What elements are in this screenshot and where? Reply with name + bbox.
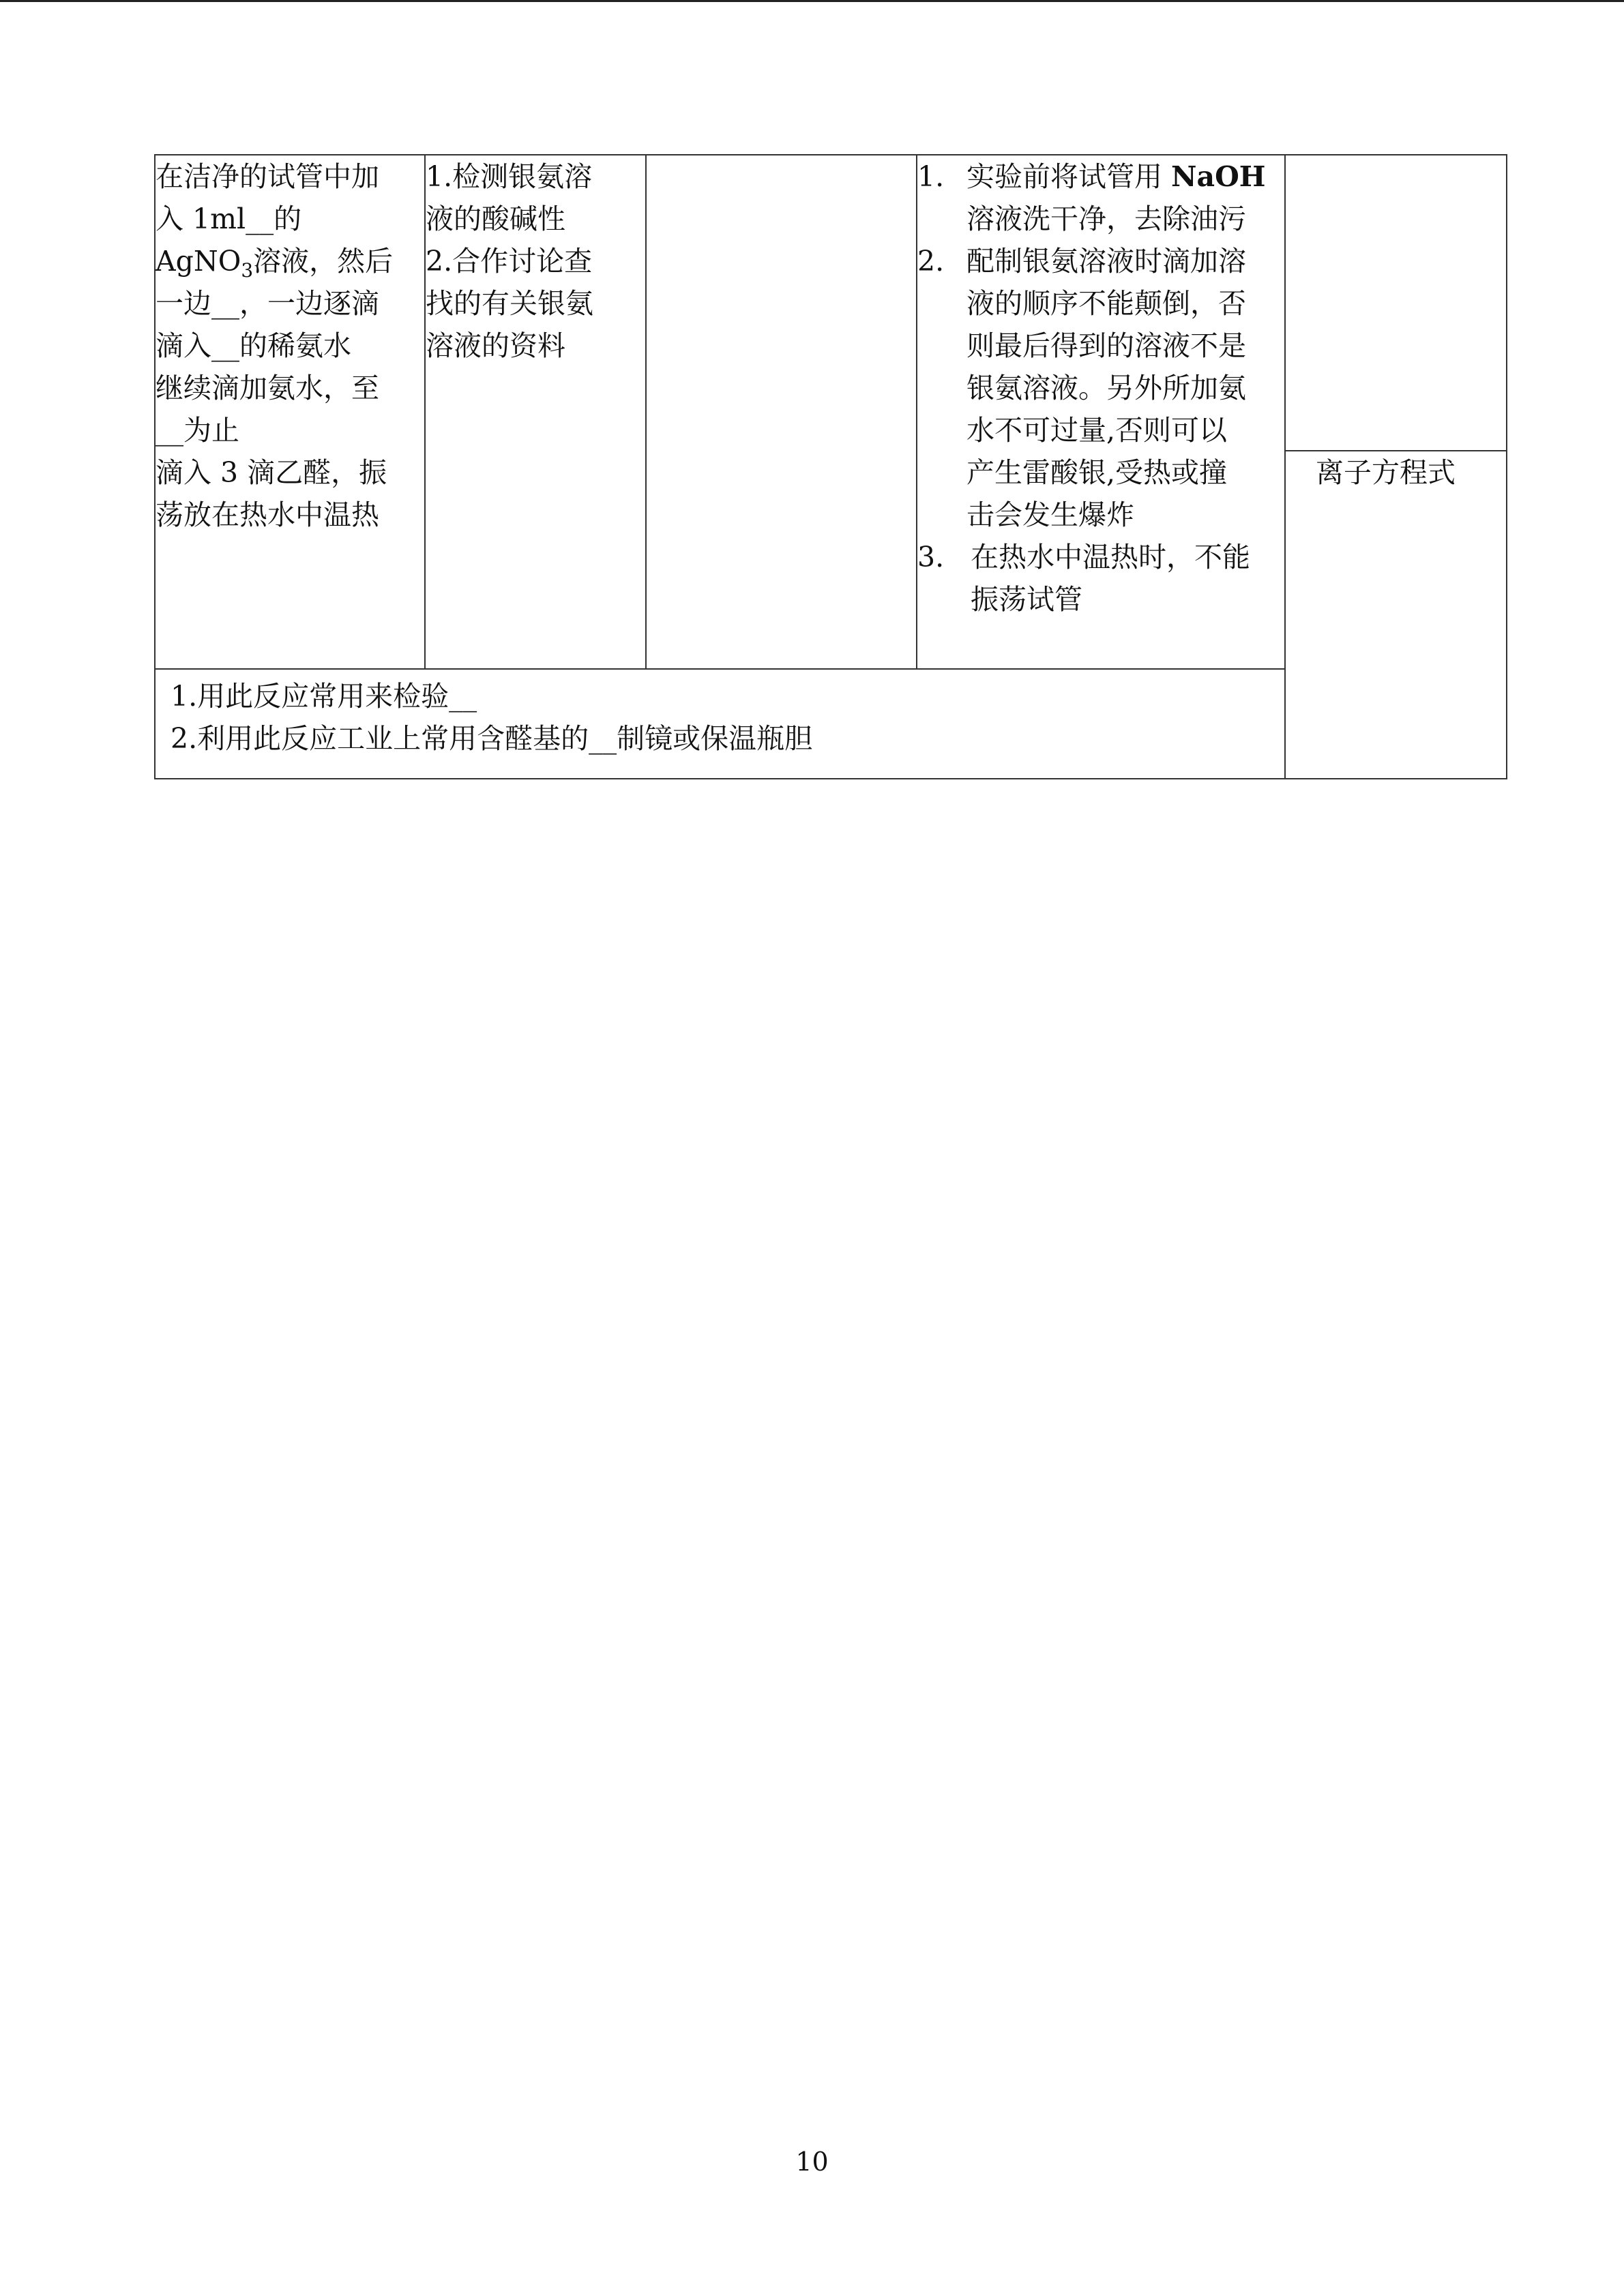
operations-line: 液的酸碱性 — [426, 203, 565, 235]
note-number: 2. — [917, 245, 945, 278]
note-item — [917, 536, 1284, 621]
note-line: 在热水中温热时，不能 — [971, 541, 1250, 573]
procedure-line: 继续滴加氨水，至 — [156, 372, 379, 404]
operations-line: 2.合作讨论查 — [426, 245, 593, 278]
application-line: 2.利用此反应工业上常用含醛基的__制镜或保温瓶胆 — [171, 722, 813, 755]
application-line: 1.用此反应常用来检验__ — [171, 680, 477, 713]
note-line: 配制银氨溶液时滴加溶 — [966, 245, 1246, 278]
note-line: 产生雷酸银,受热或撞 — [966, 456, 1228, 489]
application-cell — [155, 669, 1285, 779]
ion-equation-cell — [1285, 155, 1507, 779]
note-line: 水不可过量,否则可以 — [966, 414, 1228, 447]
note-item — [917, 240, 1284, 536]
note-line: 则最后得到的溶液不是 — [966, 329, 1246, 362]
procedure-line: 一边__，一边逐滴 — [156, 287, 379, 320]
naoh-formula: NaOH — [1171, 160, 1266, 193]
note-line: 击会发生爆炸 — [966, 498, 1134, 531]
note-line: 液的顺序不能颠倒，否 — [966, 287, 1246, 320]
page-top-border — [0, 0, 1624, 2]
note-text: 实验前将试管用 — [966, 160, 1172, 193]
ion-equation-label: 离子方程式 — [1316, 456, 1456, 489]
experiment-table-container — [154, 154, 1506, 778]
note-line — [966, 155, 1284, 198]
note-number: 3. — [917, 541, 945, 573]
chem-formula: AgNO — [156, 245, 241, 278]
operations-cell — [425, 155, 646, 669]
procedure-line — [156, 240, 424, 282]
notes-cell — [917, 155, 1285, 669]
note-line: 振荡试管 — [971, 583, 1082, 616]
note-line: 银氨溶液。另外所加氨 — [966, 372, 1246, 404]
procedure-line: 入 1ml__的 — [156, 203, 302, 235]
procedure-line: 在洁净的试管中加 — [156, 160, 379, 193]
experiment-table — [154, 154, 1507, 779]
procedure-line: 荡放在热水中温热 — [156, 498, 379, 531]
procedure-cell — [155, 155, 425, 669]
procedure-line: __为止 — [156, 414, 239, 447]
ion-equation-blank — [1286, 155, 1506, 451]
operations-line: 找的有关银氨 — [426, 287, 593, 320]
phenomenon-cell — [646, 155, 917, 669]
note-item — [917, 155, 1284, 240]
procedure-line: 滴入__的稀氨水 — [156, 329, 351, 362]
page-number: 10 — [795, 2147, 829, 2177]
chem-subscript: 3 — [241, 259, 254, 282]
procedure-text: 溶液，然后 — [253, 245, 394, 278]
operations-line: 溶液的资料 — [426, 329, 565, 362]
procedure-line: 滴入 3 滴乙醛，振 — [156, 456, 387, 489]
operations-line: 1.检测银氨溶 — [426, 160, 593, 193]
note-number: 1. — [917, 160, 945, 193]
note-line: 溶液洗干净，去除油污 — [966, 203, 1246, 235]
